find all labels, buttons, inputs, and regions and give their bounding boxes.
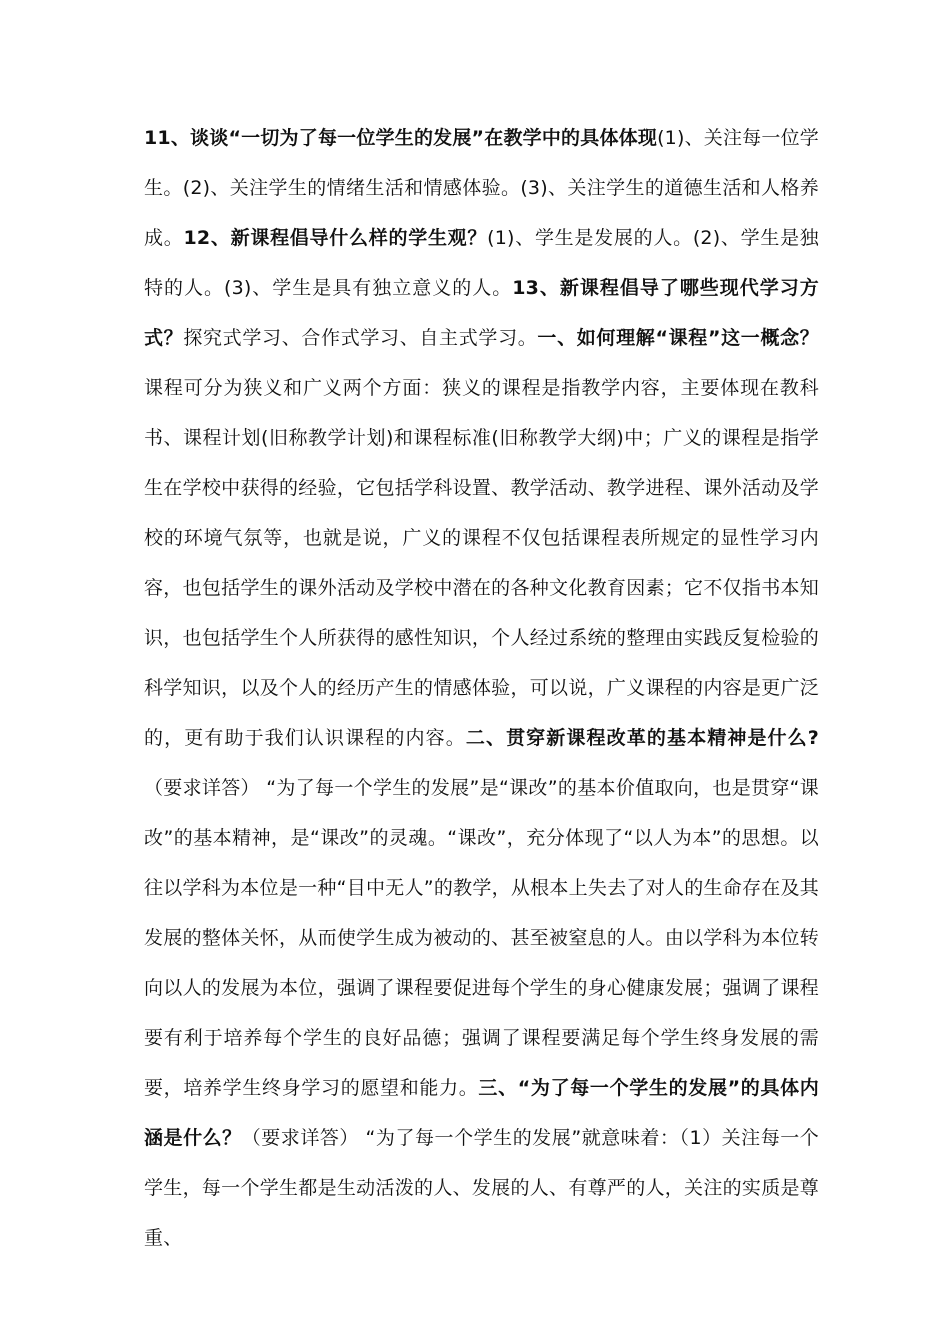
answer-1-text: 课程可分为狭义和广义两个方面：狭义的课程是指教学内容，主要体现在教科书、课程计划(旧称教学计划)和课程标准(旧称教学大纲)中；广义的课程是指学生在学校中获得的经验，它包括学科设置、教学活动、教学进程、课外活动及学校的环境气氛等，也就是说，广义的课程不仅包括课程表所规定的显性学习内容，也包括学生的课外活动及学校中潜在的各种文化教育因素；它不仅指书本知识，也包括学生个人所获得的感性知识，个人经过系统的整理由实践反复检验的科学知识，以及个人的经历产生的情感体验，可以说，广义课程的内容是更广泛的，更有助于我们认识课程的内容。 [144,377,819,749]
heading-13-learning-modes: 13、新课程倡导了哪些现代学习方式？ [144,277,819,349]
heading-3-connotation: 三、“为了每一个学生的发展”的具体内涵是什么？ [144,1077,820,1149]
heading-1-curriculum-concept: 一、如何理解“课程”这一概念？ [537,327,819,349]
answer-13-text: 探究式学习、合作式学习、自主式学习。 [183,327,538,349]
heading-2-basic-spirit: 二、贯穿新课程改革的基本精神是什么? [465,727,820,749]
answer-3-text: （要求详答） “为了每一个学生的发展”就意味着：（1）关注每一个学生，每一个学生都是生动活泼的人、发展的人、有尊严的人，关注的实质是尊重、 [144,1127,819,1249]
heading-11-practice: 11、谈谈“一切为了每一位学生的发展”在教学中的具体体现 [144,127,658,149]
document-body-text [144,113,819,1263]
heading-12-student-view: 12、新课程倡导什么样的学生观？ [183,227,488,249]
answer-12-text: (1)、学生是发展的人。(2)、学生是独特的人。(3)、学生是具有独立意义的人。 [144,227,820,299]
answer-2-text: （要求详答） “为了每一个学生的发展”是“课改”的基本价值取向，也是贯穿“课改”的基本精神，是“课改”的灵魂。“课改”，充分体现了“以人为本”的思想。以往以学科为本位是一种“目中无人”的教学，从根本上失去了对人的生命存在及其发展的整体关怀，从而使学生成为被动的、甚至被窒息的人。由以学科为本位转向以人的发展为本位，强调了课程要促进每个学生的身心健康发展；强调了课程要有利于培养每个学生的良好品德；强调了课程要满足每个学生终身发展的需要，培养学生终身学习的愿望和能力。 [144,777,819,1099]
answer-11-text: (1)、关注每一位学生。(2)、关注学生的情绪生活和情感体验。(3)、关注学生的道德生活和人格养成。 [144,127,819,249]
